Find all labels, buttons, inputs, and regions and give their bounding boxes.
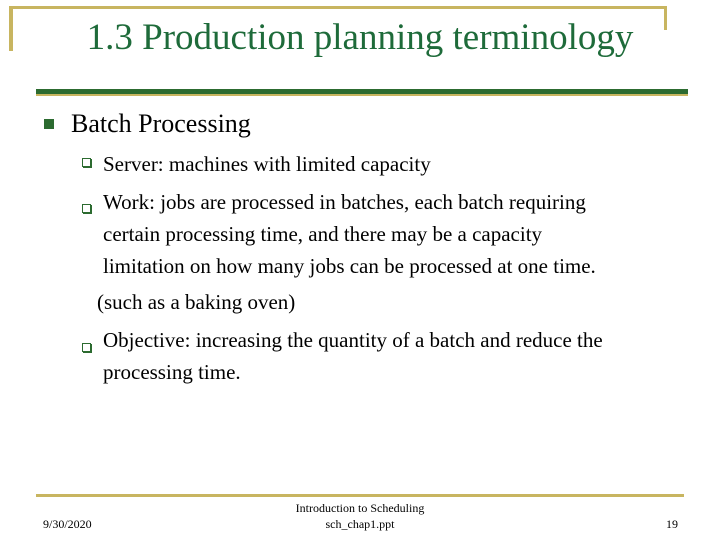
bullet-work-line-3: limitation on how many jobs can be processed at one time. — [103, 254, 596, 278]
title-frame-top — [9, 6, 667, 9]
footer-rule — [36, 494, 684, 497]
footer-filename: sch_chap1.ppt — [325, 517, 395, 531]
title-underline-shadow — [36, 94, 688, 96]
hollow-square-bullet-icon — [82, 343, 91, 352]
footer-page-number: 19 — [666, 517, 678, 531]
bullet-work-line-1: Work: jobs are processed in batches, each batch requiring — [103, 190, 586, 214]
slide-title: 1.3 Production planning terminology — [86, 17, 634, 58]
footer-center-text — [260, 500, 460, 532]
bullet-work-line-2: certain processing time, and there may be a capacity — [103, 222, 543, 246]
bullet-objective-line-1: Objective: increasing the quantity of a batch and reduce the — [103, 328, 603, 352]
footer-course-title: Introduction to Scheduling — [295, 501, 425, 515]
bullet-note: (such as a baking oven) — [97, 290, 296, 314]
bullet-objective-line-2: processing time. — [103, 360, 241, 384]
bullet-server: Server: machines with limited capacity — [103, 152, 431, 176]
footer-date: 9/30/2020 — [43, 517, 92, 531]
square-bullet-icon — [44, 119, 54, 129]
bullet-batch-processing: Batch Processing — [71, 109, 251, 138]
hollow-square-bullet-icon — [82, 158, 91, 167]
hollow-square-bullet-icon — [82, 204, 91, 213]
